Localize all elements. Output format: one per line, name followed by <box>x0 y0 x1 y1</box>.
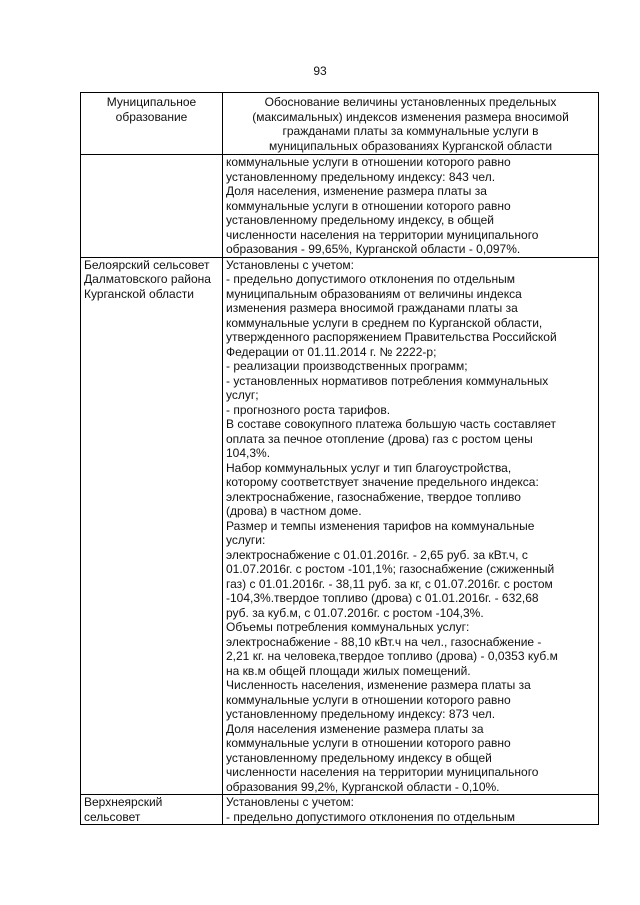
justification-line: утвержденного распоряжением Правительства Российской <box>226 330 557 344</box>
justification-line: Размер и темпы изменения тарифов на коммунальные <box>226 518 535 533</box>
justification-cell <box>223 795 599 825</box>
justification-line: электроснабжение, газоснабжение, твердое топливо <box>226 489 521 504</box>
justification-line: - прогнозного роста тарифов. <box>226 402 391 417</box>
justification-line: изменения размера вносимой гражданами платы за <box>226 301 518 315</box>
justification-line: В составе совокупного платежа большую часть составляет <box>226 417 557 431</box>
justification-line: - установленных нормативов потребления коммунальных <box>226 373 549 388</box>
justification-line: коммунальные услуги в отношении которого равно <box>226 198 511 213</box>
justification-line: Установлены с учетом: <box>226 795 354 809</box>
justification-cell <box>223 257 599 795</box>
justification-line: - предельно допустимого отклонения по отдельным <box>226 809 515 824</box>
municipality-line: Верхнеярский <box>84 795 163 809</box>
justification-line: (дрова) в частном доме. <box>226 504 362 518</box>
justification-line: Численность населения, изменение размера платы за <box>226 678 531 692</box>
table-body <box>81 155 599 825</box>
justification-line: коммунальные услуги в отношении которого равно <box>226 736 511 750</box>
table-header-row <box>81 93 599 155</box>
municipality-cell <box>81 795 223 825</box>
justification-line: Установлены с учетом: <box>226 257 354 272</box>
page-number: 93 <box>313 64 327 78</box>
justification-line: коммунальные услуги в отношении которого равно <box>226 692 511 707</box>
justification-line: - предельно допустимого отклонения по отдельным <box>226 272 515 286</box>
justification-line: установленному предельному индексу: 843 чел. <box>226 169 496 184</box>
justification-line: установленному предельному индексу в общей <box>226 750 492 765</box>
tariff-index-table <box>80 92 599 825</box>
justification-line: - реализации производственных программ; <box>226 359 468 373</box>
municipality-line: Белоярский сельсовет <box>84 257 210 272</box>
justification-line: численности населения на территории муниципального <box>226 227 539 242</box>
municipality-line: Курганской области <box>84 286 194 301</box>
justification-line: установленному предельному индексу, в общей <box>226 213 494 227</box>
justification-line: электроснабжение - 88,10 кВт.ч на чел., газоснабжение - <box>226 634 542 649</box>
justification-line: которому соответствует значение предельного индекса: <box>226 475 539 489</box>
justification-line: муниципальным образованиям от величины индекса <box>226 286 522 301</box>
municipality-line: Далматовского района <box>84 272 211 286</box>
justification-line: газ) с 01.01.2016г. - 38,11 руб. за кг, с 01.07.2016г. с ростом <box>226 576 553 591</box>
justification-line: образования - 99,65%, Курганской области - 0,097%. <box>226 242 521 256</box>
justification-line: 104,3%. <box>226 446 271 460</box>
justification-cell <box>223 155 599 258</box>
justification-line: на кв.м общей площади жилых помещений. <box>226 663 471 678</box>
justification-line: образования 99,2%, Курганской области - 0,10%. <box>226 779 500 794</box>
justification-line: коммунальные услуги в среднем по Курганской области, <box>226 315 543 330</box>
justification-line: Доля населения, изменение размера платы за <box>226 184 487 198</box>
justification-line: коммунальные услуги в отношении которого равно <box>226 155 511 169</box>
justification-line: 2,21 кг. на человека,твердое топливо (дрова) - 0,0353 куб.м <box>226 649 558 663</box>
justification-line: Набор коммунальных услуг и тип благоустройства, <box>226 460 512 475</box>
municipality-line: сельсовет <box>84 809 141 824</box>
municipality-cell <box>81 257 223 795</box>
justification-line: Доля населения изменение размера платы за <box>226 721 484 736</box>
justification-line: численности населения на территории муниципального <box>226 765 539 779</box>
justification-line: электроснабжение с 01.01.2016г. - 2,65 руб. за кВт.ч, с <box>226 547 528 562</box>
header-justification: Обоснование величины установленных предельных (максимальных) индексов изменения размера вносимой гражданами платы за коммунальные услуги в муниципальных образованиях Курганской области <box>223 93 599 155</box>
header-municipality: Муниципальное образование <box>81 93 223 155</box>
justification-line: оплата за печное отопление (дрова) газ с ростом цены <box>226 431 533 446</box>
justification-line: Федерации от 01.11.2014 г. № 2222-р; <box>226 344 437 359</box>
table-row <box>81 795 599 825</box>
justification-line: услуги: <box>226 533 266 547</box>
municipality-cell <box>81 155 223 258</box>
table-row <box>81 155 599 258</box>
justification-line: руб. за куб.м, с 01.07.2016г. с ростом -104,3%. <box>226 605 484 620</box>
justification-line: -104,3%.твердое топливо (дрова) с 01.01.2016г. - 632,68 <box>226 591 539 605</box>
table-row <box>81 257 599 795</box>
justification-line: услуг; <box>226 388 259 402</box>
justification-line: установленному предельному индексу: 873 чел. <box>226 707 496 721</box>
justification-line: 01.07.2016г. с ростом -101,1%; газоснабжение (сжиженный <box>226 562 555 576</box>
justification-line: Объемы потребления коммунальных услуг: <box>226 620 470 634</box>
